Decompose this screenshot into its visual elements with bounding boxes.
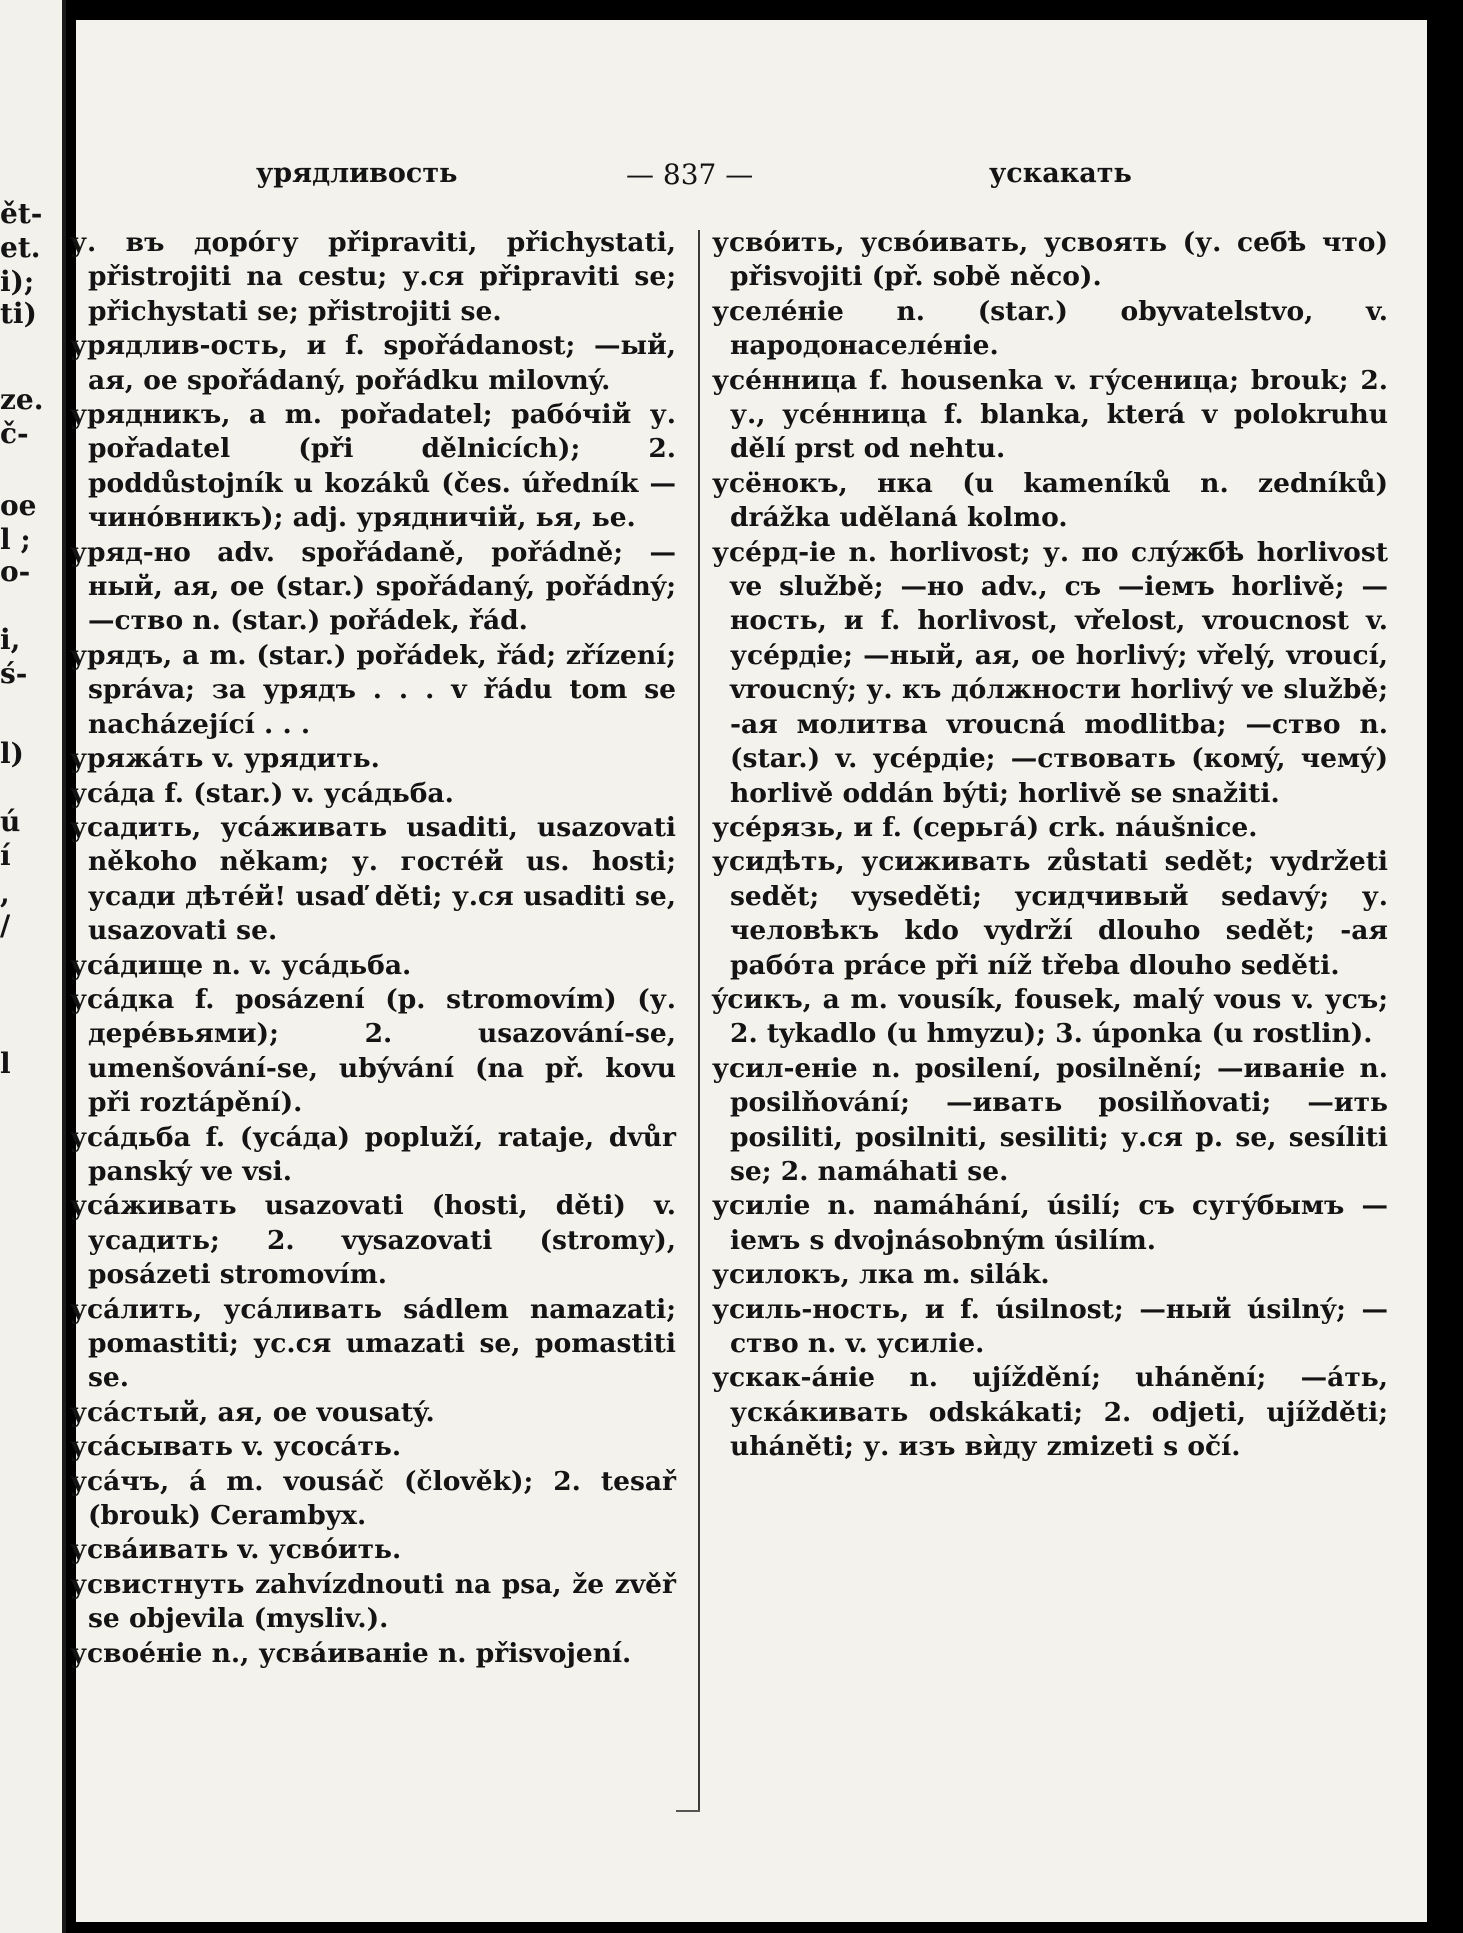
adjacent-page-fragment: i, [0,623,21,656]
adjacent-page-fragment: , [0,877,10,910]
dictionary-entry: уряд-но adv. spořádaně, pořádně; —ный, ая, ое (star.) spořádaný, pořádný; —ство n. (star.) pořádek, řád. [70,536,676,637]
dictionary-entry: усéнница f. housenka v. гýсеница; brouk; 2. у., усéнница f. blanka, která v polokruhu dělí prst od nehtu. [712,364,1388,465]
dictionary-entry: усвóить, усвóивать, усвоять (у. себѣ что) přisvojiti (př. sobě něco). [712,227,1388,293]
dictionary-page [70,20,1427,1922]
dictionary-entry: усáдьба f. (усáда) popluží, rataje, dvůr panský ve vsi. [70,1121,676,1187]
dictionary-entry: ýсикъ, а m. vousík, fousek, malý vous v. усъ; 2. tykadlo (u hmyzu); 3. úponka (u rostlin). [712,983,1388,1050]
dictionary-entry: уселéніе n. (star.) obyvatelstvo, v. народонаселéніе. [712,295,1388,362]
adjacent-page-fragment: ú [0,805,21,838]
adjacent-page-fragment: ět- [0,197,43,230]
dictionary-entry: усвáивать v. усвóить. [70,1534,402,1566]
dictionary-entry: усадить, усáживать usaditi, usazovati někoho někam; у. гостéй us. hosti; усади дѣтéй! usaď děti; у.ся usaditi se, usazovati se. [70,811,676,947]
dictionary-entry: ускак-áніе n. ujíždění; uhánění; —áть, ускáкивать odskákati; 2. odjeti, ujížděti; uháněti; у. изъ вѝду zmizeti s očí. [712,1362,1388,1463]
right-column [712,226,1388,1465]
dictionary-entry: усёнокъ, нка (u kameníků n. zedníků) drážka udělaná kolmo. [712,467,1388,534]
dictionary-entry: урядникъ, а m. pořadatel; рабóчій у. pořadatel (při dělnicích); 2. poddůstojník u kozáků (čes. úředník — чинóвникъ); adj. урядничій, ья, ье. [70,399,676,534]
dictionary-entry: усилокъ, лка m. silák. [712,1259,1050,1291]
adjacent-page-fragment: o- [0,555,31,588]
adjacent-page-fragment: í [0,839,11,872]
dictionary-entry: усáлить, усáливать sádlem namazati; pomastiti; ус.ся umazati se, pomastiti se. [70,1293,676,1394]
dictionary-entry: усéрязь, и f. (серьгá) crk. náušnice. [712,811,1258,843]
dictionary-entry: усвоéніе n., усвáиваніе n. přisvojení. [70,1637,632,1669]
dictionary-entry: усидѣть, усиживать zůstati sedět; vydržeti sedět; vyseděti; усидчивый sedavý; у. человѣкъ kdo vydrží dlouho sedět; -ая рабóта práce při níž třeba dlouho seděti. [712,846,1388,981]
dictionary-entry: усáдище n. v. усáдьба. [70,949,412,981]
dictionary-entry: усвистнуть zahvízdnouti na psa, že zvěř se objevila (mysliv.). [70,1568,676,1635]
adjacent-page-fragment: l ; [0,523,31,556]
header-guide-word-left: урядливость [256,158,458,189]
dictionary-entry: урядлив-ость, и f. spořádanost; —ый, ая, ое spořádaný, pořádku milovný. [70,330,676,396]
adjacent-page-fragment: l) [0,737,24,770]
dictionary-entry: усиль-ность, и f. úsilnost; —ный úsilný; —ство n. v. усиліе. [712,1293,1388,1359]
adjacent-page-fragment: ze. [0,383,44,416]
dictionary-entry: усéрд-іе n. horlivost; у. по слýжбѣ horlivost ve službě; —но adv., съ —іемъ horlivě; —ность, и f. horlivost, vřelost, vroucnost v. усéрдіе; —ный, ая, ое horlivý; vřelý, vroucí, vroucný; у. къ дóлжности horlivý ve službě; -ая молитва vroucná modlitba; —ство n. (star.) v. усéрдіе; —ствовать (комý, чемý) horlivě oddán býti; horlivě se snažiti. [712,536,1388,809]
page-header [76,158,1427,198]
dictionary-entry: усиліе n. namáhání, úsilí; съ сугýбымъ —іемъ s dvojnásobným úsilím. [712,1190,1388,1256]
column-divider [698,230,700,1810]
dictionary-entry: усáсывать v. усосáть. [70,1431,402,1463]
adjacent-page-fragment: / [0,909,11,942]
dictionary-entry: усáда f. (star.) v. усáдьба. [70,777,454,809]
footer-rule [676,1810,700,1812]
adjacent-page-fragment: l [0,1047,11,1080]
dictionary-entry: усáживать usazovati (hosti, děti) v. усадить; 2. vysazovati (stromy), posázeti stromovím. [70,1190,676,1291]
header-guide-word-right: ускакать [989,158,1132,189]
dictionary-entry: усил-еніе n. posilení, posilnění; —иваніе n. posilňování; —ивать posilňovati; —ить posiliti, posilniti, sesiliti; у.ся p. se, sesíliti se; 2. namáhati se. [712,1052,1388,1187]
left-column [70,226,676,1671]
dictionary-entry: усáдка f. posázení (p. stromovím) (у. дерéвьями); 2. usazování-se, umenšování-se, ubývání (na př. kovu při roztápění). [70,983,676,1119]
dictionary-entry: уряжáть v. урядить. [70,743,380,775]
dictionary-entry: урядъ, а m. (star.) pořádek, řád; zřízení; správa; за урядъ . . . v řádu tom se nacházející . . . [70,639,676,740]
dictionary-entry: у. въ дорóгу připraviti, přichystati, přistrojiti na cestu; у.ся připraviti se; přichystati se; přistrojiti se. [70,227,676,327]
adjacent-page-fragment: ś- [0,657,28,690]
adjacent-page-fragment: ti) [0,297,37,330]
adjacent-page-fragment: č- [0,417,29,450]
adjacent-page-edge [0,0,66,1933]
adjacent-page-fragment: et. [0,231,41,264]
dictionary-entry: усáчъ, á m. vousáč (člověk); 2. tesař (brouk) Cerambyx. [70,1465,676,1532]
dictionary-entry: усáстый, ая, ое vousatý. [70,1396,435,1428]
adjacent-page-fragment: oe [0,489,37,522]
page-number: — 837 — [626,158,754,191]
adjacent-page-fragment: i); [0,265,35,298]
